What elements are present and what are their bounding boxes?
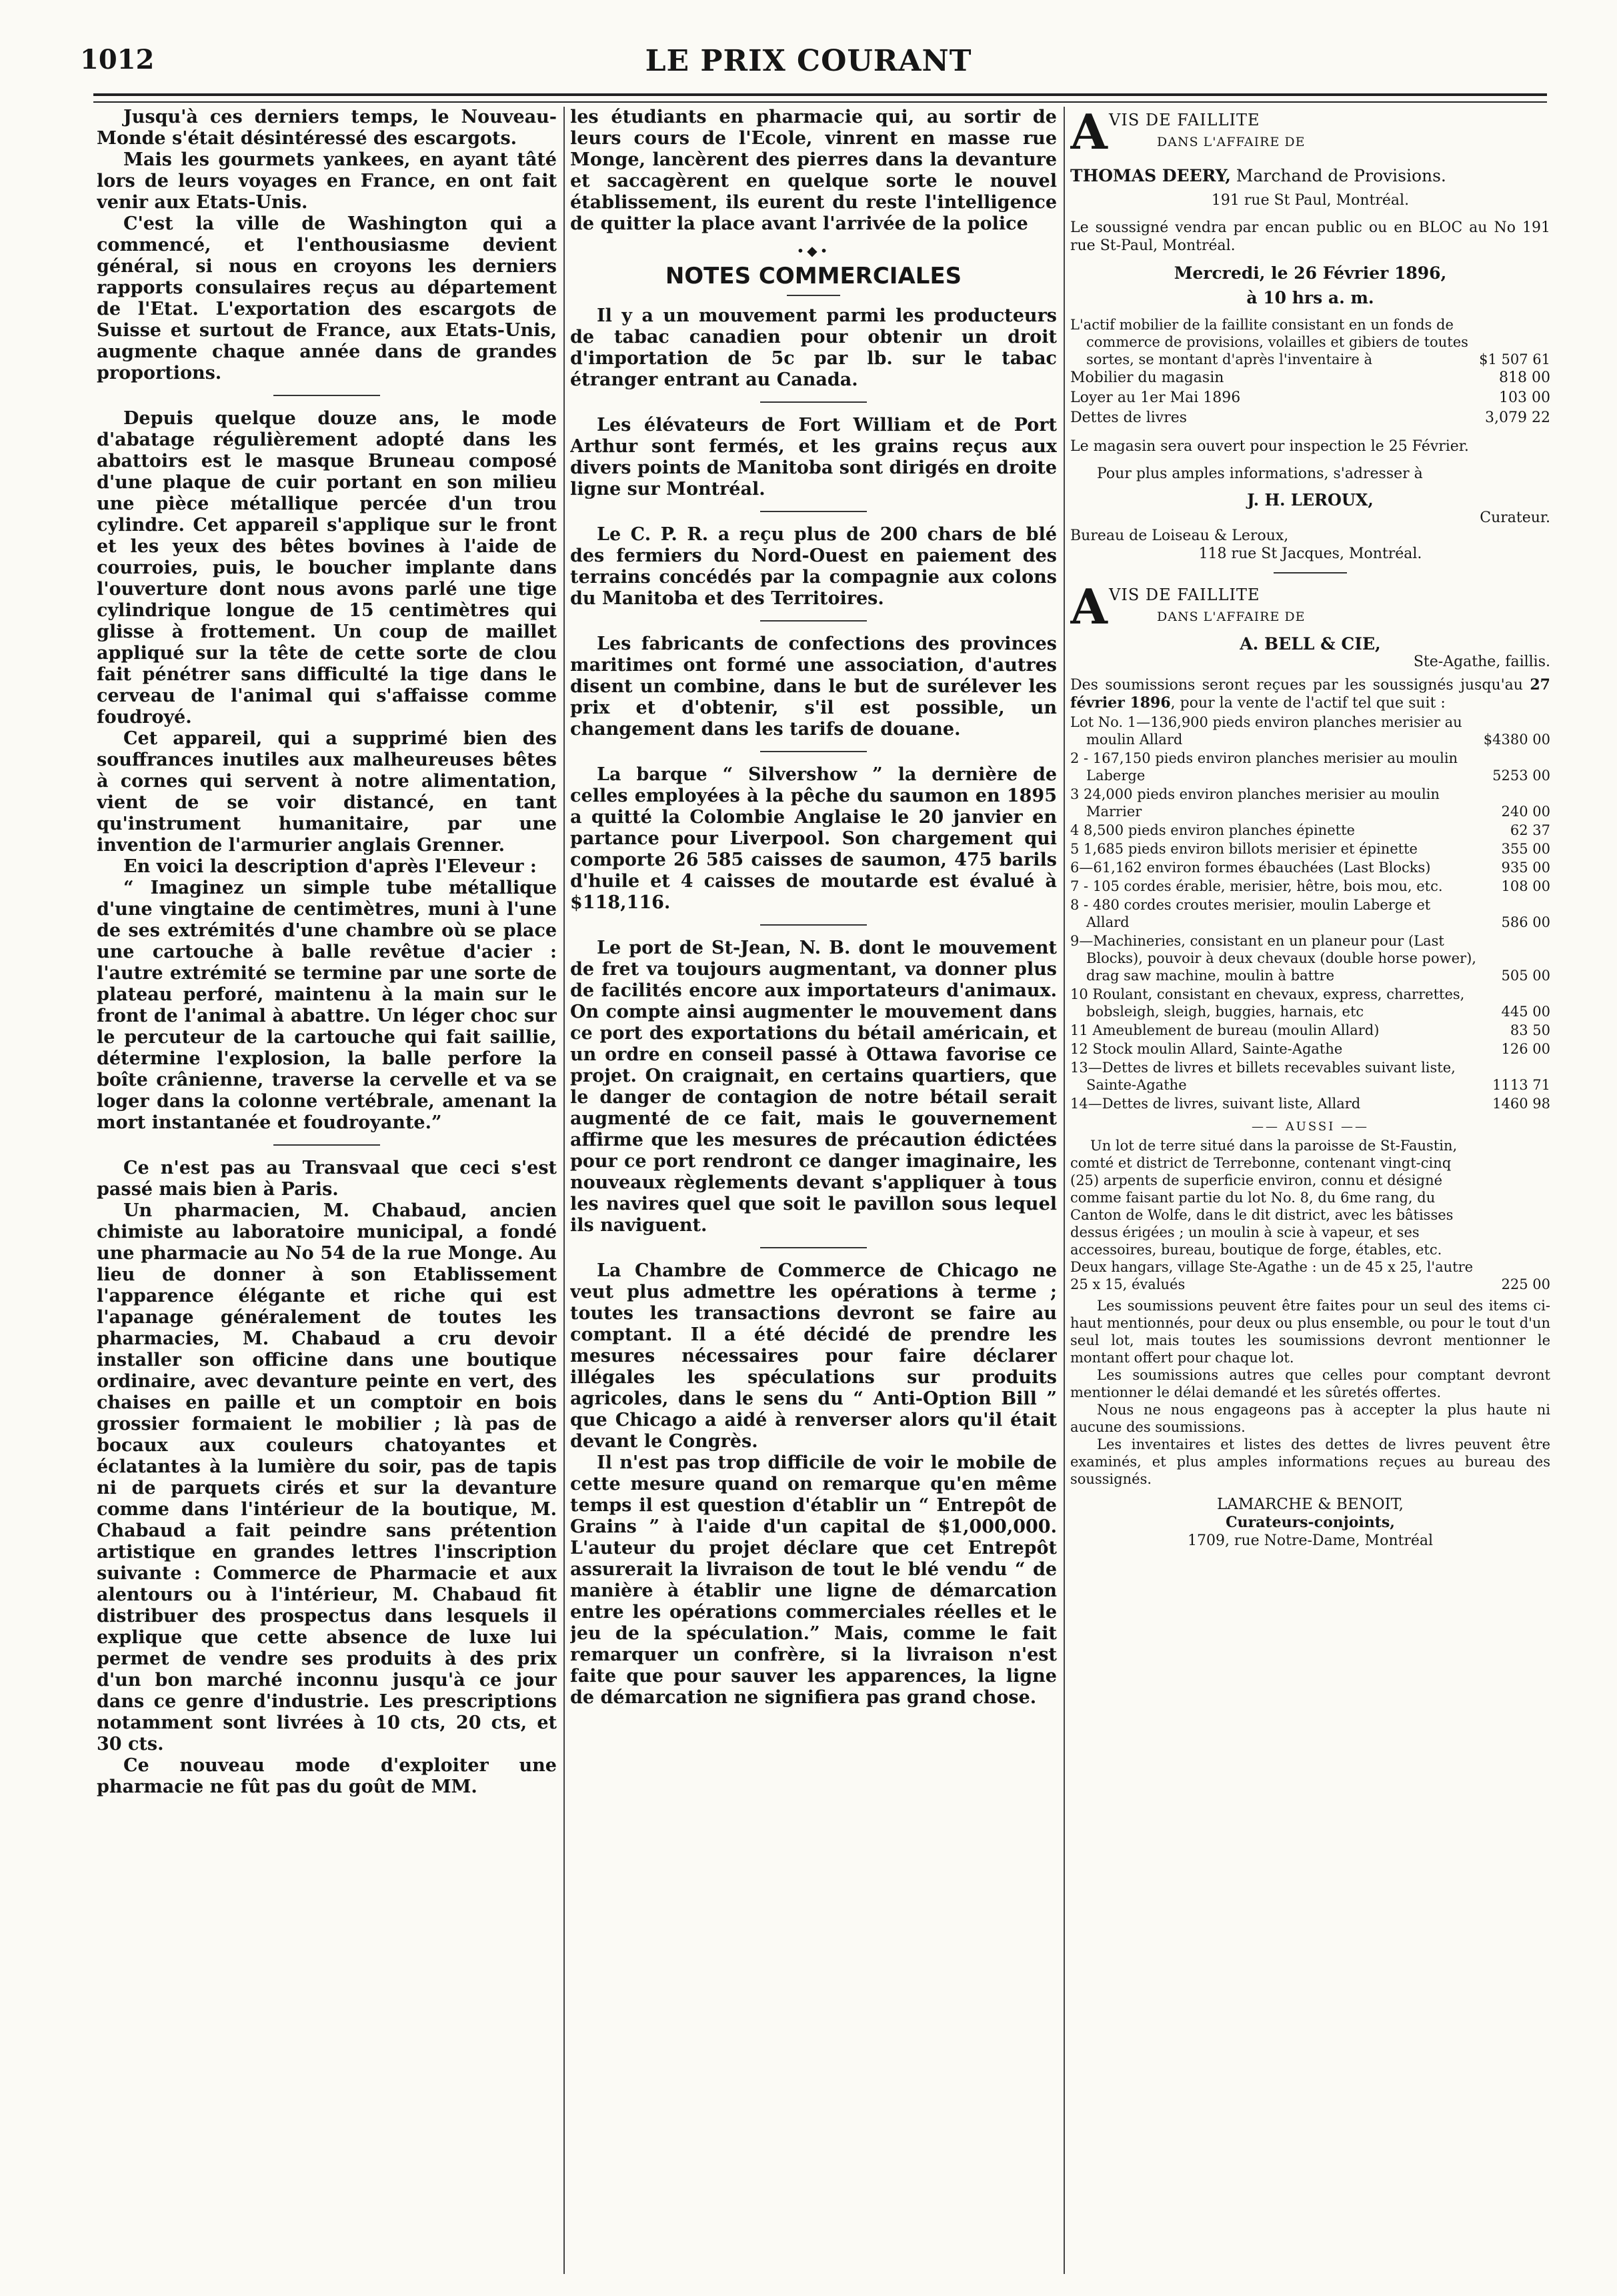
lot-value: 240 00 bbox=[1501, 804, 1550, 820]
debtor-line bbox=[1070, 167, 1550, 185]
lot-row bbox=[1070, 840, 1550, 858]
lot-row bbox=[1070, 714, 1550, 748]
column-divider bbox=[1064, 107, 1065, 2274]
article-separator bbox=[760, 751, 867, 752]
lot-row bbox=[1070, 986, 1550, 1020]
tender-intro bbox=[1070, 676, 1550, 712]
condition-paragraph: Les soumissions peuvent être faites pour un seul des items ci-haut mentionnés, pour deux ou plus ensemble, ou pour le tout d'un seul lot, mais toutes les soumissions devront mentionner le montant offert pour chaque lot. bbox=[1070, 1298, 1550, 1366]
notice-separator bbox=[1274, 572, 1347, 573]
asset-value: $1 507 61 bbox=[1479, 351, 1550, 367]
column-1 bbox=[97, 107, 557, 2271]
article-quote: “ Imaginez un simple tube métallique d'une vingtaine de centimètres, muni à l'une de ses extrémités d'une chambre où se place une cartouche à balle revêtue d'acier : l'autre extrémité se termine par une sorte de plateau perforé, maintenu à la main sur le front de l'animal à abattre. Un léger choc sur le percuteur de la cartouche qui fait saillie, détermine l'explosion, la balle perfore la boîte crânienne, traverse la cervelle et va se loger dans la colonne vertébrale, amenant la mort instantanée et foudroyante.” bbox=[97, 878, 557, 1133]
aussi-label: —— AUSSI —— bbox=[1251, 1120, 1370, 1134]
article-paragraph: En voici la description d'après l'Eleveur : bbox=[123, 856, 537, 877]
curator-name: J. H. LEROUX, bbox=[1247, 490, 1374, 509]
heading-rule bbox=[787, 295, 840, 296]
news-item: Le C. P. R. a reçu plus de 200 chars de blé des fermiers du Nord-Ouest en paiement des terrains concédés par la compagnie aux colons du Manitoba et des Territoires. bbox=[570, 524, 1057, 609]
info-note: Pour plus amples informations, s'adresser à bbox=[1097, 465, 1423, 482]
asset-row bbox=[1070, 368, 1550, 388]
lot-value: $4380 00 bbox=[1483, 732, 1550, 748]
page-header bbox=[0, 40, 1617, 93]
article-separator bbox=[760, 924, 867, 926]
lot-list bbox=[1070, 714, 1550, 1112]
asset-label: Dettes de livres bbox=[1070, 409, 1188, 426]
news-item: La barque “ Silvershow ” la dernière de celles employées à la pêche du saumon en 1895 a quitté la Colombie Anglaise le 20 janvier en partance pour Liverpool. Son chargement qui comporte 26 585 caisses de saumon, 475 barils d'huile et 4 caisses de moutarde est évalué à $118,116. bbox=[570, 764, 1057, 913]
curator-office: Bureau de Loiseau & Leroux, bbox=[1070, 527, 1289, 544]
inspection-note: Le magasin sera ouvert pour inspection le 25 Février. bbox=[1070, 438, 1469, 455]
asset-row bbox=[1070, 388, 1550, 408]
column-3 bbox=[1070, 107, 1550, 2271]
article-paragraph: Mais les gourmets yankees, en ayant tâté lors de leurs voyages en France, en ont fait venir aux Etats-Unis. bbox=[97, 149, 557, 213]
signers-name: LAMARCHE & BENOIT, bbox=[1217, 1496, 1404, 1513]
asset-label: Mobilier du magasin bbox=[1070, 369, 1224, 386]
asset-value: 818 00 bbox=[1499, 369, 1550, 386]
article-paragraph: Ce n'est pas au Transvaal que ceci s'est passé mais bien à Paris. bbox=[97, 1158, 557, 1200]
notice-initial: A bbox=[1070, 107, 1108, 160]
lot-value: 83 50 bbox=[1510, 1022, 1550, 1038]
land-value: 225 00 bbox=[1501, 1276, 1550, 1292]
lot-row bbox=[1070, 1095, 1550, 1112]
article-separator bbox=[273, 1144, 380, 1146]
notice-title: VIS DE FAILLITE bbox=[1109, 111, 1260, 129]
article-separator bbox=[273, 395, 380, 396]
article-paragraph: Depuis quelque douze ans, le mode d'abatage régulièrement adopté dans les abattoirs est le masque Bruneau composé d'une plaque de cuir portant en son milieu une pièce métallique percée d'un trou cylindre. Cet appareil s'applique sur le front et les yeux des bêtes bovines à l'aide de courroies, puis, le boucher implante dans l'ouverture dont nous avons parlé une tige cylindrique longue de 15 centimètres qui glisse à frottement. Un coup de maillet appliqué sur la tête de cette sorte de clou fait pénétrer sans difficulté la tige dans le cerveau de l'animal qui s'affaisse comme foudroyé. bbox=[97, 408, 557, 728]
lot-value: 935 00 bbox=[1501, 860, 1550, 876]
header-rule bbox=[93, 93, 1547, 96]
lot-description: 7 - 105 cordes érable, merisier, hêtre, bois mou, etc. bbox=[1070, 878, 1443, 894]
sale-date: Mercredi, le 26 Février 1896, bbox=[1174, 263, 1447, 283]
sale-intro: Le soussigné vendra par encan public ou en BLOC au No 191 rue St-Paul, Montréal. bbox=[1070, 219, 1550, 254]
curator-title: Curateur. bbox=[1480, 509, 1550, 526]
debtor-place: Ste-Agathe, faillis. bbox=[1413, 654, 1550, 670]
news-item: Il n'est pas trop difficile de voir le mobile de cette mesure quand on remarque qu'en même temps il est question d'établir un “ Entrepôt de Grains ” à l'aide d'un capital de $1,000,000. L'auteur du projet déclare que cet Entrepôt assurerait la livraison de tout le blé vendu “ de manière à établir une ligne de démarcation entre les opérations commerciales réelles et le jeu de la spéculation.” Mais, comme le fait remarquer un confrère, si la livraison n'est faite que pour sauver les apparences, la ligne de démarcation ne signifiera pas grand chose. bbox=[570, 1452, 1057, 1708]
tender-intro-b: , pour la vente de l'actif tel que suit : bbox=[1170, 695, 1446, 712]
condition-paragraph: Les soumissions autres que celles pour comptant devront mentionner le délai demandé et les sûretés offertes. bbox=[1070, 1367, 1550, 1400]
lot-description: 8 - 480 cordes croutes merisier, moulin Laberge et Allard bbox=[1070, 897, 1431, 930]
news-item: Il y a un mouvement parmi les producteurs de tabac canadien pour obtenir un droit d'importation de 5c par lb. sur le tabac étranger entrant au Canada. bbox=[570, 305, 1057, 390]
lot-description: 11 Ameublement de bureau (moulin Allard) bbox=[1070, 1022, 1380, 1038]
lot-value: 445 00 bbox=[1501, 1004, 1550, 1020]
signers-title: Curateurs-conjoints, bbox=[1226, 1514, 1395, 1531]
lot-description: 4 8,500 pieds environ planches épinette bbox=[1070, 822, 1355, 838]
lot-row bbox=[1070, 1059, 1550, 1094]
debtor-name: THOMAS DEERY, bbox=[1070, 166, 1231, 185]
lot-description: 5 1,685 pieds environ billots merisier et épinette bbox=[1070, 841, 1418, 857]
asset-label: Loyer au 1er Mai 1896 bbox=[1070, 389, 1241, 406]
lot-description: 3 24,000 pieds environ planches merisier au moulin Marrier bbox=[1070, 786, 1440, 820]
lot-value: 126 00 bbox=[1501, 1041, 1550, 1057]
news-item: Les fabricants de confections des provinces maritimes ont formé une association, d'autres disent un combine, dans le but de surélever les prix et d'obtenir, s'il est possible, un changement dans les tarifs de douane. bbox=[570, 634, 1057, 740]
lot-row bbox=[1070, 1040, 1550, 1058]
lot-value: 355 00 bbox=[1501, 841, 1550, 857]
lot-description: 12 Stock moulin Allard, Sainte-Agathe bbox=[1070, 1041, 1343, 1057]
lot-description: 9—Machineries, consistant en un planeur pour (Last Blocks), pouvoir à deux chevaux (double horse power), drag saw machine, moulin à battre bbox=[1070, 933, 1476, 984]
header-rule-thin bbox=[93, 101, 1547, 103]
lot-row bbox=[1070, 1022, 1550, 1039]
lot-description: Lot No. 1—136,900 pieds environ planches merisier au moulin Allard bbox=[1070, 714, 1462, 748]
lot-row bbox=[1070, 786, 1550, 820]
lot-description: 13—Dettes de livres et billets recevables suivant liste, Sainte-Agathe bbox=[1070, 1060, 1456, 1093]
lot-row bbox=[1070, 750, 1550, 784]
article-separator bbox=[760, 511, 867, 512]
lot-value: 505 00 bbox=[1501, 968, 1550, 984]
lot-value: 1113 71 bbox=[1492, 1077, 1550, 1093]
article-paragraph: Cet appareil, qui a supprimé bien des souffrances inutiles aux malheureuses bêtes à cornes qui servent à notre alimentation, vient de se voir distancé, en tant qu'instrument humanitaire, par une invention de l'armurier anglais Grenner. bbox=[97, 728, 557, 856]
article-paragraph: C'est la ville de Washington qui a commencé, et l'enthousiasme devient général, si nous en croyons les derniers rapports consulaires reçus au département de l'Etat. L'exportation des escargots de Suisse et surtout de France, aux Etats-Unis, augmente chaque année dans de grandes proportions. bbox=[97, 213, 557, 383]
debtor-trade: Marchand de Provisions. bbox=[1230, 166, 1446, 185]
column-2 bbox=[570, 107, 1057, 2271]
article-separator bbox=[760, 1247, 867, 1248]
signers-address: 1709, rue Notre-Dame, Montréal bbox=[1187, 1532, 1434, 1549]
notice-subtitle: DANS L'AFFAIRE DE bbox=[1157, 610, 1306, 624]
asset-value: 103 00 bbox=[1499, 389, 1550, 406]
lot-description: 14—Dettes de livres, suivant liste, Allard bbox=[1070, 1096, 1361, 1112]
condition-paragraph: Nous ne nous engageons pas à accepter la plus haute ni aucune des soumissions. bbox=[1070, 1402, 1550, 1435]
article-paragraph: les étudiants en pharmacie qui, au sortir de leurs cours de l'Ecole, vinrent en masse rue Monge, lancèrent des pierres dans la devanture et saccagèrent en quelque sorte le nouvel établissement, ils eurent du reste l'intelligence de quitter la place avant l'arrivée de la police bbox=[570, 107, 1057, 234]
lot-row bbox=[1070, 932, 1550, 984]
article-paragraph: Ce nouveau mode d'exploiter une pharmacie ne fût pas du goût de MM. bbox=[97, 1755, 557, 1797]
news-item: La Chambre de Commerce de Chicago ne veut plus admettre les opérations à terme ; toutes les transactions devront se faire au comptant. Il a été décidé de prendre les mesures nécessaires pour faire déclarer illégales les spéculations sur produits agricoles, dans le sens du “ Anti-Option Bill ” que Chicago a aidé à renverser alors qu'il était devant le Congrès. bbox=[570, 1260, 1057, 1452]
notice-title: VIS DE FAILLITE bbox=[1109, 586, 1260, 604]
section-heading: NOTES COMMERCIALES bbox=[665, 263, 962, 289]
asset-label: L'actif mobilier de la faillite consistant en un fonds de commerce de provisions, volailles et gibiers de toutes sortes, se montant d'après l'inventaire à bbox=[1070, 317, 1468, 367]
land-lot bbox=[1070, 1137, 1550, 1293]
news-item: Le port de St-Jean, N. B. dont le mouvement de fret va toujours augmentant, va donner plus de facilités encore aux importateurs d'animaux. On compte ainsi augmenter le mouvement dans ce port des exportations du bétail américain, et un ordre en conseil passé à Ottawa favorise ce projet. On craignait, en certains quartiers, que le danger de contagion de notre bétail serait augmenté de ce fait, mais le gouvernement affirme que les mesures de précaution édictées pour ce port rendront ce danger imaginaire, les nouveaux règlements devant s'appliquer à tous les navires quel que soit le pavillon sous lequel ils naviguent. bbox=[570, 938, 1057, 1236]
page-number: 1012 bbox=[80, 44, 155, 75]
sale-time: à 10 hrs a. m. bbox=[1246, 288, 1374, 307]
lot-value: 1460 98 bbox=[1492, 1096, 1550, 1112]
asset-row bbox=[1070, 316, 1550, 368]
article-separator bbox=[760, 401, 867, 403]
condition-paragraph: Les inventaires et listes des dettes de livres peuvent être examinés, et plus amples informations reçues au bureau des soussignés. bbox=[1070, 1436, 1550, 1487]
debtor-name: A. BELL & CIE, bbox=[1240, 634, 1381, 654]
article-paragraph: Un pharmacien, M. Chabaud, ancien chimiste au laboratoire municipal, a fondé une pharmacie au No 54 de la rue Monge. Au lieu de donner à son Etablissement l'apparence élégante et riche qui est l'apanage généralement de toutes les pharmacies, M. Chabaud a cru devoir installer son officine dans une boutique ordinaire, avec devanture peinte en vert, des chaises en paille et un comptoir en bois grossier formaient le mobilier ; là pas de bocaux aux couleurs chatoyantes et éclatantes à la lumière du soir, pas de tapis ni de parquets cirés et sur la devanture comme dans l'intérieur de la boutique, M. Chabaud a fait peindre sans prétention artistique en grandes lettres l'inscription suivante : Commerce de Pharmacie et aux alentours ou à l'intérieur, M. Chabaud fit distribuer des prospectus dans lesquels il explique que cette absence de luxe lui permet de vendre ses produits à des prix d'un bon marché inconnu jusqu'à ce jour dans ce genre d'industrie. Les prescriptions notamment sont livrées à 10 cts, 20 cts, et 30 cts. bbox=[97, 1200, 557, 1755]
column-divider bbox=[563, 107, 565, 2274]
lot-value: 62 37 bbox=[1510, 822, 1550, 838]
article-paragraph: Jusqu'à ces derniers temps, le Nouveau-Monde s'était désintéressé des escargots. bbox=[97, 107, 557, 149]
lot-row bbox=[1070, 859, 1550, 876]
ornament-divider: •◆• bbox=[796, 243, 831, 259]
lot-row bbox=[1070, 822, 1550, 839]
lot-row bbox=[1070, 896, 1550, 931]
lot-row bbox=[1070, 878, 1550, 895]
bankruptcy-notice-bell bbox=[1070, 578, 1550, 1550]
land-description: Un lot de terre situé dans la paroisse de St-Faustin, comté et district de Terrebonne, contenant vingt-cinq (25) arpents de superficie environ, connu et désigné comme faisant partie du lot No. 8, du 6me rang, du Canton de Wolfe, dans le dit district, avec les bâtisses dessus érigées ; un moulin à scie à vapeur, et ses accessoires, bureau, boutique de forge, étables, etc. Deux hangars, village Ste-Agathe : un de 45 x 25, l'autre 25 x 15, évalués bbox=[1070, 1138, 1474, 1292]
aussi-text: AUSSI bbox=[1285, 1120, 1336, 1134]
notice-heading bbox=[1070, 109, 1550, 160]
asset-row bbox=[1070, 408, 1550, 428]
curator-office-address: 118 rue St Jacques, Montréal. bbox=[1198, 545, 1422, 562]
lot-description: 10 Roulant, consistant en chevaux, express, charrettes, bobsleigh, sleigh, buggies, harnais, etc bbox=[1070, 986, 1465, 1020]
debtor-address: 191 rue St Paul, Montréal. bbox=[1211, 192, 1410, 209]
bankruptcy-notice-deery bbox=[1070, 109, 1550, 563]
notice-subtitle: DANS L'AFFAIRE DE bbox=[1157, 135, 1306, 149]
lot-description: 6—61,162 environ formes ébauchées (Last Blocks) bbox=[1070, 860, 1431, 876]
notice-heading bbox=[1070, 578, 1550, 635]
lot-value: 5253 00 bbox=[1492, 768, 1550, 784]
tender-deadline: 27 février 1896 bbox=[1070, 676, 1550, 712]
asset-value: 3,079 22 bbox=[1485, 409, 1550, 426]
journal-title: LE PRIX COURANT bbox=[645, 44, 972, 78]
lot-description: 2 - 167,150 pieds environ planches merisier au moulin Laberge bbox=[1070, 750, 1458, 784]
notice-initial: A bbox=[1070, 578, 1108, 635]
news-item: Les élévateurs de Fort William et de Port Arthur sont fermés, et les grains reçus aux divers points de Manitoba sont dirigés en droite ligne sur Montréal. bbox=[570, 415, 1057, 499]
lot-value: 586 00 bbox=[1501, 914, 1550, 930]
lot-value: 108 00 bbox=[1501, 878, 1550, 894]
tender-intro-a: Des soumissions seront reçues par les soussignés jusqu'au bbox=[1070, 677, 1530, 694]
article-separator bbox=[760, 620, 867, 622]
